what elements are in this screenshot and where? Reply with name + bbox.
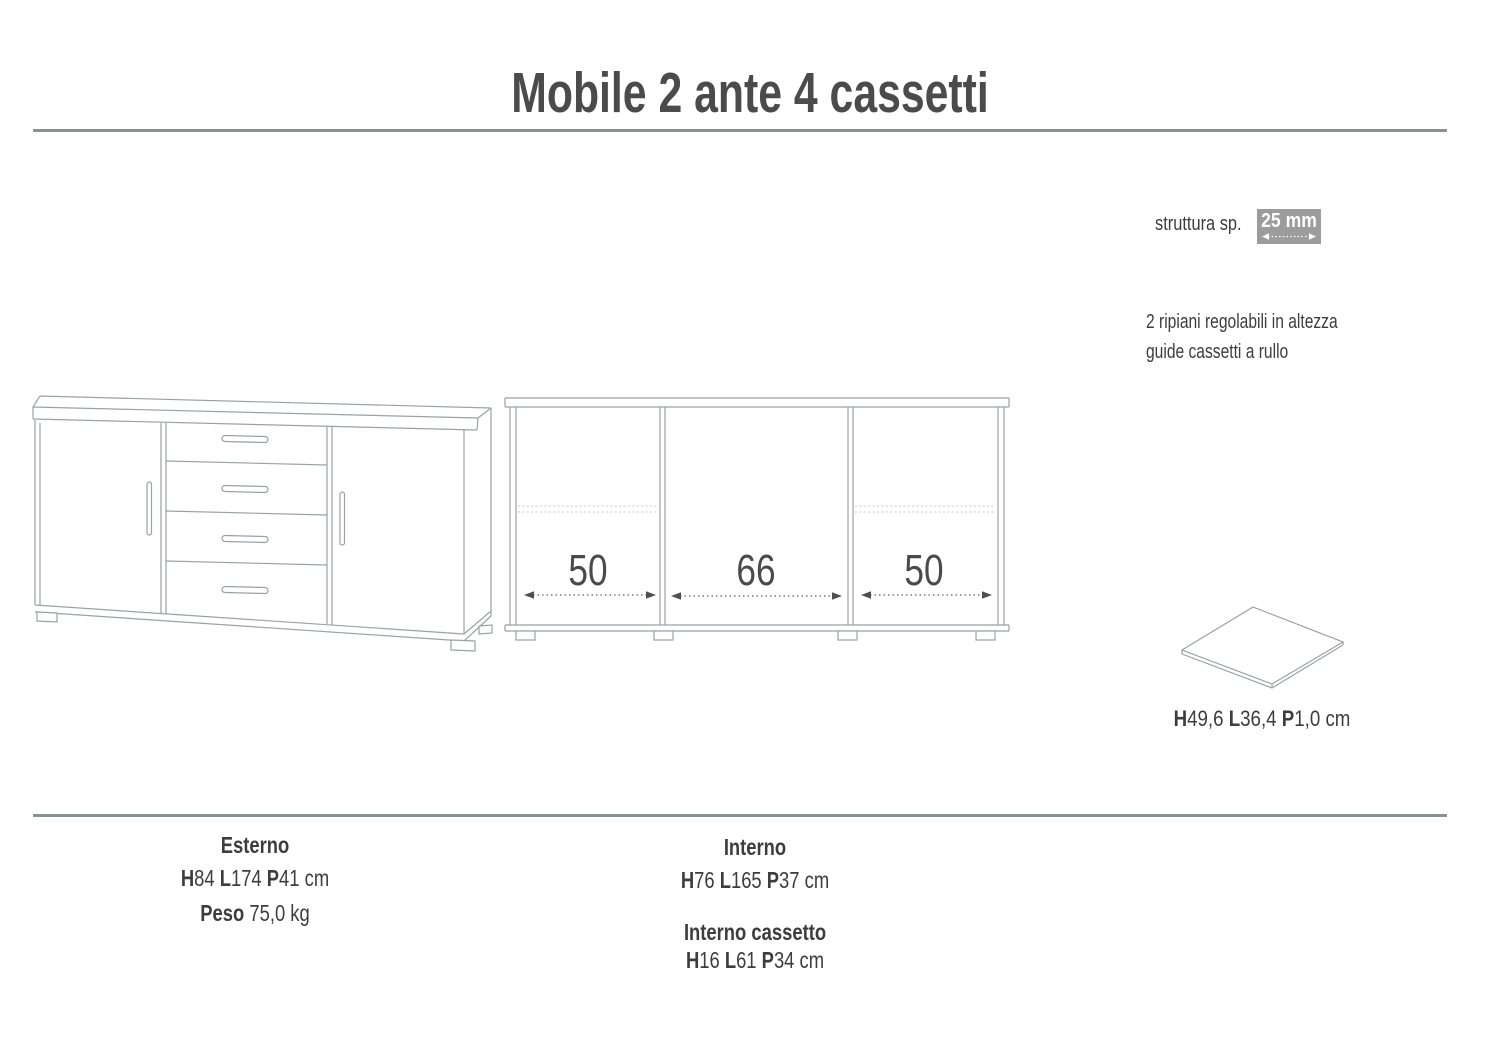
cabinet-internal-drawing <box>505 398 1009 640</box>
shelf-position-right <box>855 506 996 512</box>
feature-note-line2: guide cassetti a rullo <box>1146 341 1289 363</box>
door-drawer-divider-left <box>161 423 166 614</box>
page-title: Mobile 2 ante 4 cassetti <box>511 61 989 125</box>
shelf-panel-drawing <box>1182 607 1343 688</box>
interno-cassetto-heading: Interno cassetto <box>683 919 827 945</box>
struttura-label: struttura sp. <box>1155 213 1242 235</box>
shelf-position-left <box>518 506 658 512</box>
side-panel <box>464 408 491 641</box>
shelf-dimensions: H49,6 L36,4 P1,0 cm <box>1173 706 1351 731</box>
thickness-value: 25 mm <box>1261 210 1317 232</box>
right-door-handle <box>340 492 345 545</box>
interno-heading: Interno <box>723 834 787 860</box>
interno-cassetto-dimensions: H16 L61 P34 cm <box>685 947 825 973</box>
shelf-dim-unit: cm <box>1325 706 1351 731</box>
interno-block <box>595 835 915 973</box>
esterno-dimensions: H84 L174 P41 cm <box>180 865 330 891</box>
interno-dimensions: H76 L165 P37 cm <box>680 867 830 893</box>
cabinet-front-drawing <box>33 396 492 651</box>
feature-note-line1: 2 ripiani regolabili in altezza <box>1146 311 1338 333</box>
drawer-handles <box>222 435 268 593</box>
esterno-block <box>95 833 415 926</box>
door-drawer-divider-right <box>327 427 332 625</box>
internal-width-label-left: 50 <box>568 546 608 595</box>
peso-line: Peso 75,0 kg <box>200 900 310 926</box>
left-door-handle <box>147 482 152 535</box>
internal-width-label-center: 66 <box>736 546 776 595</box>
drawer-lines <box>166 461 327 565</box>
specs-divider <box>33 814 1447 817</box>
internal-view-feet <box>516 631 995 640</box>
internal-width-label-right: 50 <box>904 546 944 595</box>
esterno-heading: Esterno <box>220 832 290 858</box>
